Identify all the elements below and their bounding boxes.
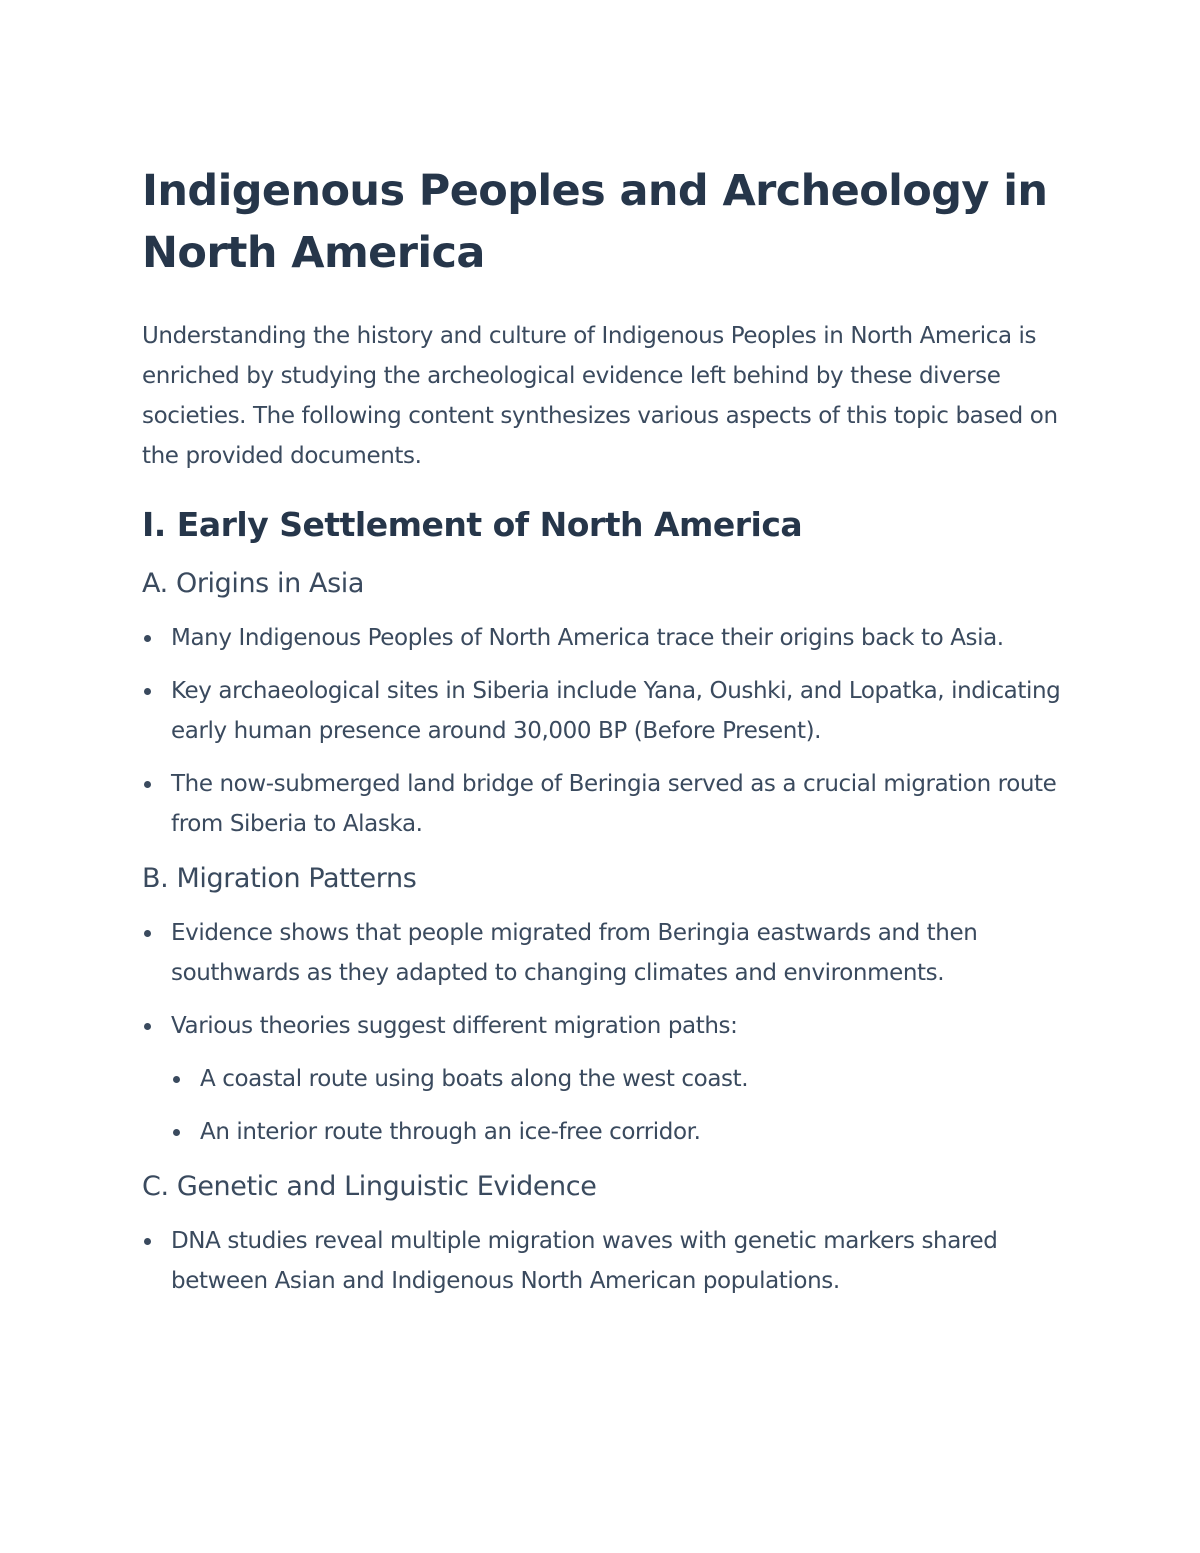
list-item bbox=[142, 764, 1062, 844]
list-item bbox=[142, 618, 1062, 658]
list-item bbox=[142, 671, 1062, 751]
document-page bbox=[142, 160, 1062, 1314]
sublist-item-text: An interior route through an ice-free corridor. bbox=[200, 1119, 701, 1145]
bullet-icon bbox=[144, 781, 151, 788]
bullet-icon bbox=[144, 635, 151, 642]
sublist-item bbox=[171, 1112, 1062, 1152]
intro-paragraph: Understanding the history and culture of Indigenous Peoples in North America is enriched by studying the archeological evidence left behind by these diverse societies. The following content synthesizes various aspects of this topic based on the provided documents. bbox=[142, 323, 1058, 469]
section-heading-early-settlement: I. Early Settlement of North America bbox=[142, 505, 803, 544]
list-item-text: Various theories suggest different migration paths: bbox=[171, 1013, 738, 1039]
subsection-heading-origins-in-asia: A. Origins in Asia bbox=[142, 568, 364, 599]
genetic-list bbox=[142, 1221, 1062, 1301]
bullet-icon bbox=[144, 1023, 151, 1030]
list-item bbox=[142, 913, 1062, 993]
bullet-icon bbox=[144, 930, 151, 937]
sublist-item-text: A coastal route using boats along the west coast. bbox=[200, 1066, 749, 1092]
page-title: Indigenous Peoples and Archeology in North America bbox=[142, 166, 1048, 278]
bullet-icon bbox=[144, 688, 151, 695]
bullet-icon bbox=[173, 1076, 180, 1083]
bullet-icon bbox=[173, 1129, 180, 1136]
list-item-text: Many Indigenous Peoples of North America trace their origins back to Asia. bbox=[171, 625, 1004, 651]
list-item-text: Evidence shows that people migrated from Beringia eastwards and then southwards as they adapted to changing climates and environments. bbox=[171, 920, 978, 986]
list-item-text: Key archaeological sites in Siberia include Yana, Oushki, and Lopatka, indicating early human presence around 30,000 BP (Before Present). bbox=[171, 678, 1061, 744]
list-item-text: The now-submerged land bridge of Beringia served as a crucial migration route from Siberia to Alaska. bbox=[171, 771, 1057, 837]
list-item-text: DNA studies reveal multiple migration waves with genetic markers shared between Asian and Indigenous North American populations. bbox=[171, 1228, 998, 1294]
subsection-heading-migration-patterns: B. Migration Patterns bbox=[142, 863, 417, 894]
migration-paths-sublist bbox=[171, 1059, 1062, 1152]
subsection-heading-genetic-linguistic: C. Genetic and Linguistic Evidence bbox=[142, 1171, 597, 1202]
sublist-item bbox=[171, 1059, 1062, 1099]
origins-list bbox=[142, 618, 1062, 844]
list-item bbox=[142, 1006, 1062, 1152]
bullet-icon bbox=[144, 1238, 151, 1245]
migration-list bbox=[142, 913, 1062, 1152]
list-item bbox=[142, 1221, 1062, 1301]
